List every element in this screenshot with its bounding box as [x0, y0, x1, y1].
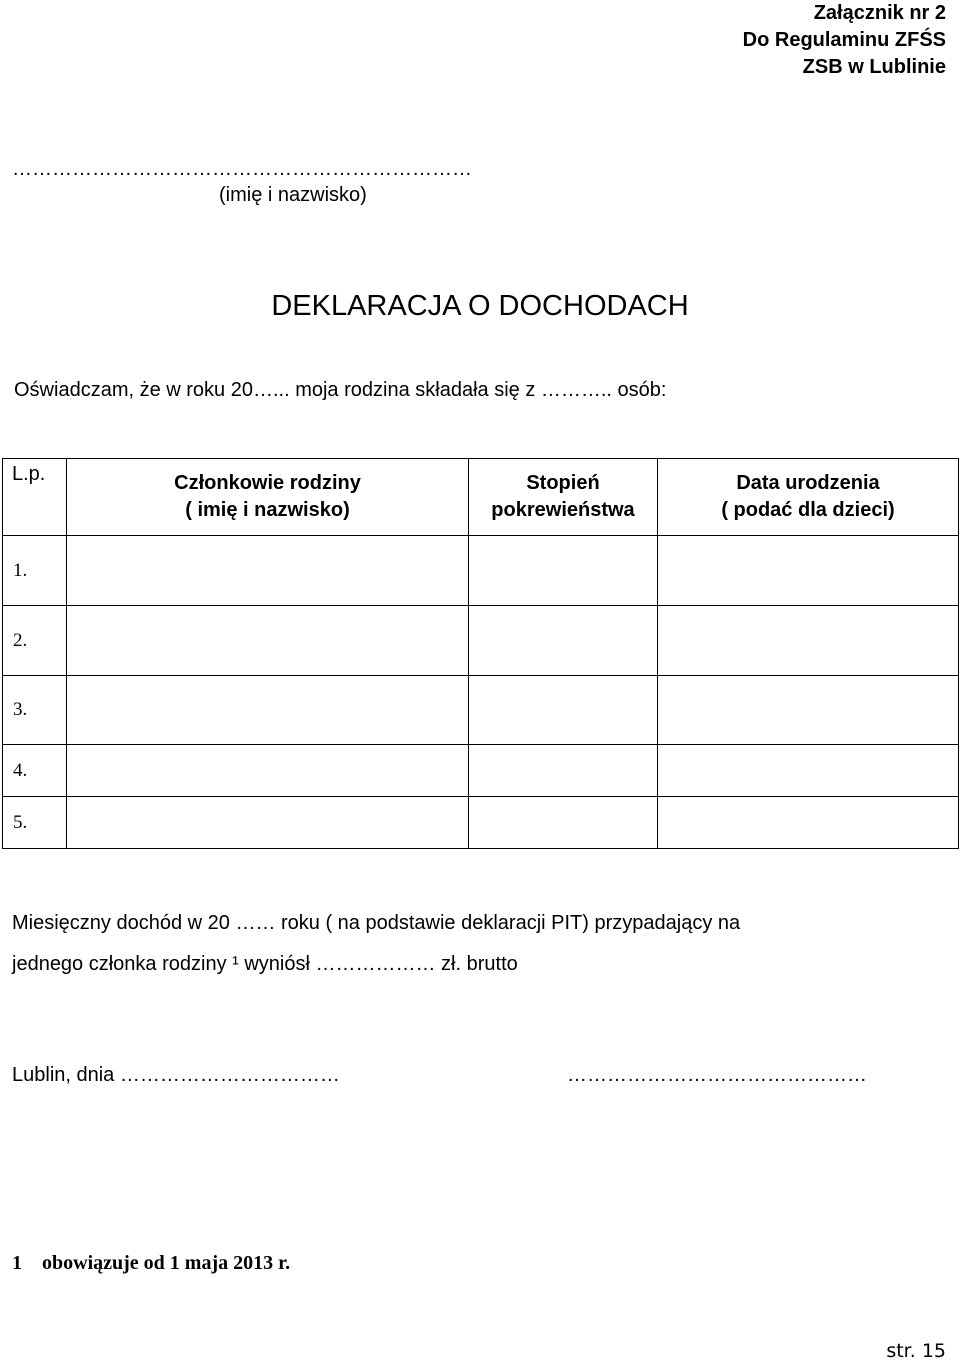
header-members: [67, 459, 469, 536]
member-name-cell[interactable]: [67, 606, 469, 676]
table-row: [3, 606, 959, 676]
relation-cell[interactable]: [469, 606, 658, 676]
table-row: [3, 536, 959, 606]
footnote: [12, 1252, 290, 1275]
name-fill-line: ……………………………………………………………: [12, 158, 472, 180]
table-row: [3, 676, 959, 745]
member-name-cell[interactable]: [67, 676, 469, 745]
footnote-text: obowiązuje od 1 maja 2013 r.: [42, 1252, 291, 1274]
regulation-name: Do Regulaminu ZFŚS: [742, 29, 946, 51]
place-date-line: Lublin, dnia ……………………………: [12, 1064, 340, 1086]
header-members-line2: ( imię i nazwisko): [185, 499, 350, 521]
page-number: str. 15: [886, 1340, 946, 1362]
footnote-number: 1: [12, 1252, 22, 1274]
row-number: 2.: [3, 606, 67, 676]
row-number: 1.: [3, 536, 67, 606]
income-line-2: jednego członka rodziny ¹ wyniósł ……………… zł. brutto: [12, 953, 518, 975]
header-relation: [469, 459, 658, 536]
member-name-cell[interactable]: [67, 745, 469, 797]
row-number: 3.: [3, 676, 67, 745]
header-birthdate: [658, 459, 959, 536]
income-statement: [12, 903, 740, 985]
table-row: [3, 797, 959, 849]
school-name: ZSB w Lublinie: [802, 56, 946, 78]
row-number: 4.: [3, 745, 67, 797]
member-name-cell[interactable]: [67, 797, 469, 849]
relation-cell[interactable]: [469, 797, 658, 849]
header-lp: L.p.: [3, 459, 67, 536]
birthdate-cell[interactable]: [658, 606, 959, 676]
relation-cell[interactable]: [469, 536, 658, 606]
attachment-header: [743, 0, 946, 81]
birthdate-cell[interactable]: [658, 536, 959, 606]
header-birthdate-line2: ( podać dla dzieci): [721, 499, 895, 521]
signature-line: ………………………………………: [567, 1064, 867, 1086]
header-birthdate-line1: Data urodzenia: [736, 472, 880, 494]
header-relation-line1: Stopień: [526, 472, 600, 494]
member-name-cell[interactable]: [67, 536, 469, 606]
header-relation-line2: pokrewieństwa: [491, 499, 635, 521]
attachment-number: Załącznik nr 2: [813, 2, 946, 24]
birthdate-cell[interactable]: [658, 676, 959, 745]
document-title: DEKLARACJA O DOCHODACH: [271, 290, 689, 322]
table-row: [3, 745, 959, 797]
row-number: 5.: [3, 797, 67, 849]
income-line-1: Miesięczny dochód w 20 …… roku ( na podstawie deklaracji PIT) przypadający na: [12, 912, 741, 934]
family-members-table: [2, 458, 959, 849]
name-caption: (imię i nazwisko): [219, 184, 367, 206]
relation-cell[interactable]: [469, 745, 658, 797]
birthdate-cell[interactable]: [658, 745, 959, 797]
header-members-line1: Członkowie rodziny: [174, 472, 361, 494]
relation-cell[interactable]: [469, 676, 658, 745]
birthdate-cell[interactable]: [658, 797, 959, 849]
table-header-row: [3, 459, 959, 536]
household-statement: Oświadczam, że w roku 20…... moja rodzina składała się z ……….. osób:: [14, 379, 667, 401]
